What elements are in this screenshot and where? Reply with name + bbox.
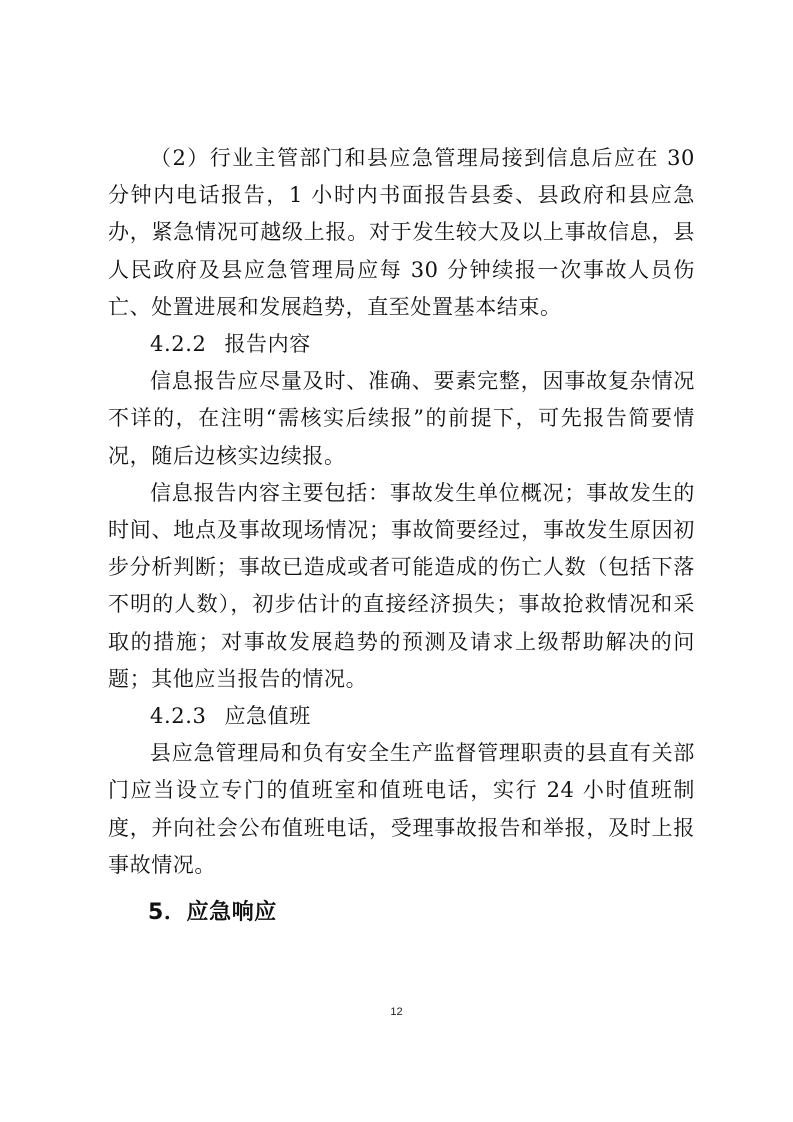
paragraph-duty-arrangement: 县应急管理局和负有安全生产监督管理职责的县直有关部门应当设立专门的值班室和值班电话，实行 24 小时值班制度，并向社会公布值班电话，受理事故报告和举报，及时上报事故情况。 [108, 741, 695, 877]
paragraph-reporting-deadline: （2）行业主管部门和县应急管理局接到信息后应在 30 分钟内电话报告，1 小时内书面报告县委、县政府和县应急办，紧急情况可越级上报。对于发生较大及以上事故信息，县人民政府及县应急管理局应每 30 分钟续报一次事故人员伤亡、处置进展和发展趋势，直至处置基本结束。 [108, 146, 695, 319]
subsection-number: 4.2.3 [150, 704, 207, 729]
document-body [108, 140, 695, 884]
subsection-number: 4.2.2 [150, 332, 207, 357]
section-heading-emergency-response: 5．应急响应 [148, 900, 277, 925]
subsection-title: 报告内容 [224, 332, 311, 357]
paragraph-report-requirements: 信息报告应尽量及时、准确、要素完整，因事故复杂情况不详的，在注明“需核实后续报”的前提下，可先报告简要情况，随后边核实边续报。 [108, 369, 695, 468]
page-number: 12 [390, 1006, 403, 1018]
paragraph-report-contents: 信息报告内容主要包括：事故发生单位概况；事故发生的时间、地点及事故现场情况；事故简要经过，事故发生原因初步分析判断；事故已造成或者可能造成的伤亡人数（包括下落不明的人数），初步估计的直接经济损失；事故抢救情况和采取的措施；对事故发展趋势的预测及请求上级帮助解决的问题；其他应当报告的情况。 [108, 480, 695, 691]
subsection-heading-4-2-2 [108, 326, 695, 363]
subsection-title: 应急值班 [224, 704, 311, 729]
subsection-heading-4-2-3 [108, 698, 695, 735]
